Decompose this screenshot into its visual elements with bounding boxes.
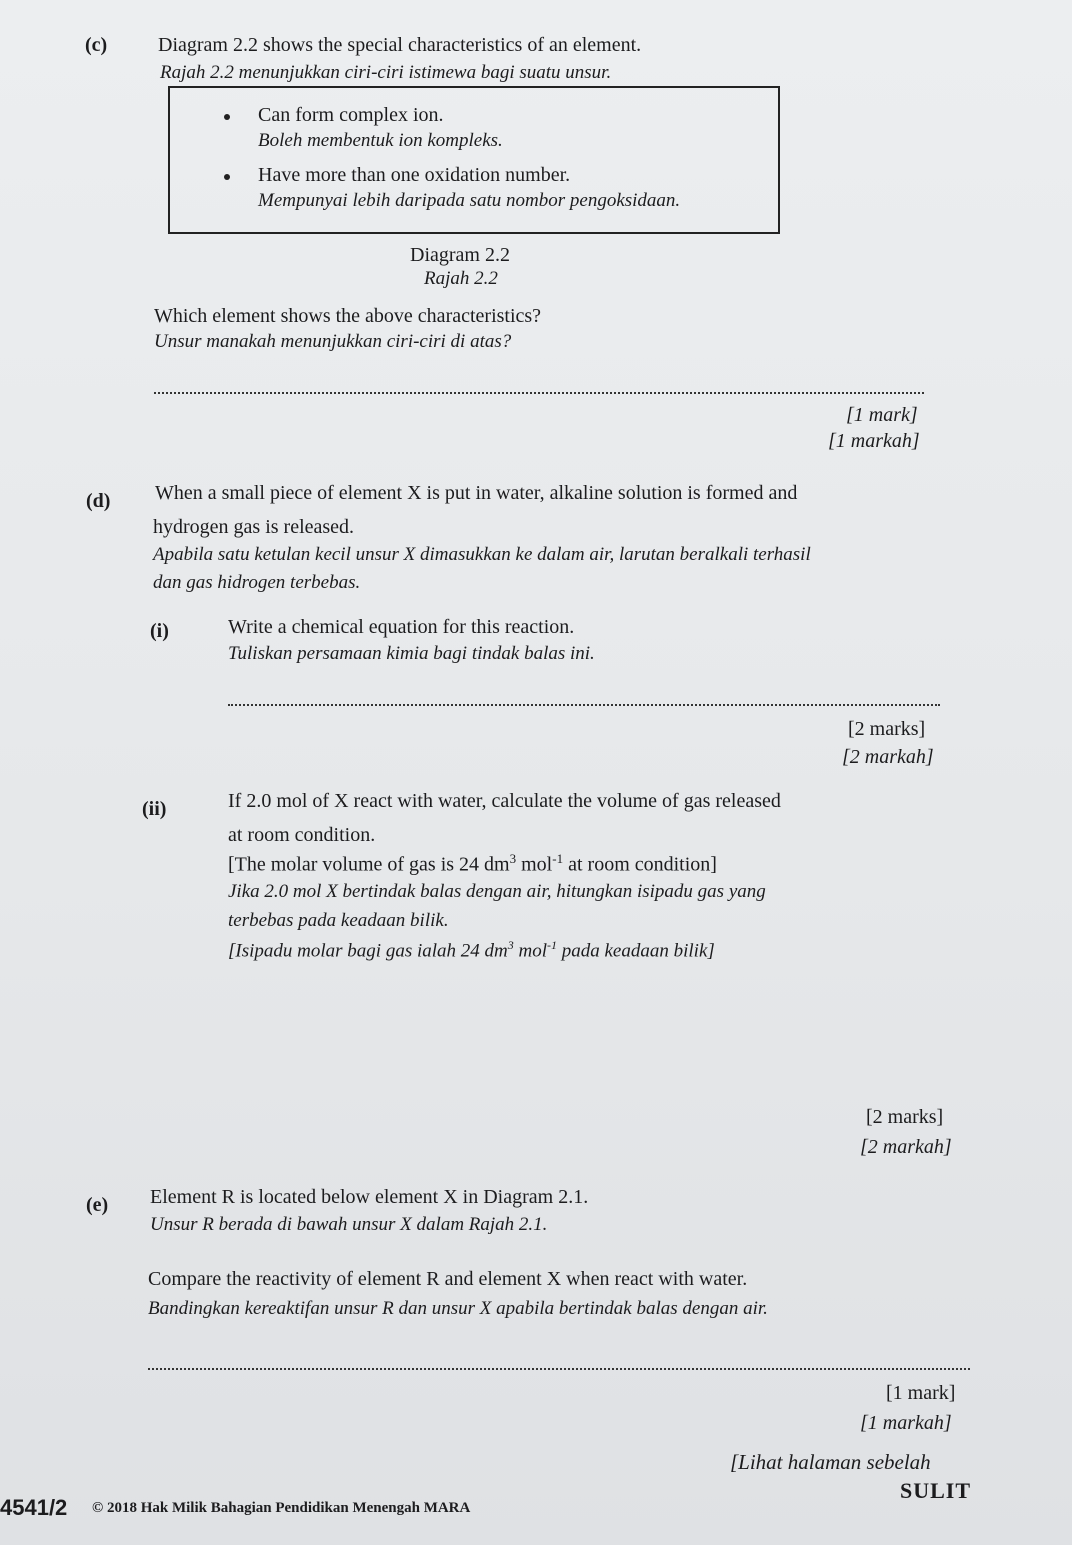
part-c-question-ms: Unsur manakah menunjukkan ciri-ciri di atas? (154, 331, 512, 352)
part-e-label: (e) (86, 1194, 109, 1216)
part-c-question-en: Which element shows the above characteristics? (154, 305, 542, 327)
molar-en-sup-neg1: -1 (552, 851, 564, 866)
molar-ms-post: pada keadaan bilik] (557, 940, 715, 962)
molar-ms-mid: mol (513, 940, 547, 962)
part-d-ii-question-ms-1: Jika 2.0 mol X bertindak balas dengan air, hitungkan isipadu gas yang (228, 881, 766, 902)
part-d-ii-mark-ms: [2 markah] (860, 1136, 952, 1158)
part-e-question-ms: Bandingkan kereaktifan unsur R dan unsur X apabila bertindak balas dengan air. (148, 1298, 768, 1319)
part-d-intro-ms-2: dan gas hidrogen terbebas. (153, 572, 361, 593)
molar-ms-pre: [Isipadu molar bagi gas ialah 24 dm (228, 940, 508, 962)
characteristic-1-ms: Boleh membentuk ion kompleks. (258, 130, 503, 151)
part-d-ii-label: (ii) (142, 798, 167, 820)
part-c-intro-ms: Rajah 2.2 menunjukkan ciri-ciri istimewa bagi suatu unsur. (160, 62, 612, 83)
copyright-notice: © 2018 Hak Milik Bahagian Pendidikan Menengah MARA (92, 1500, 471, 1516)
diagram-caption-en: Diagram 2.2 (410, 244, 510, 266)
molar-en-pre: [The molar volume of gas is 24 dm (228, 853, 510, 876)
molar-ms-sup-neg1: -1 (547, 938, 557, 952)
part-d-i-question-ms: Tuliskan persamaan kimia bagi tindak balas ini. (228, 643, 595, 664)
paper-code: 4541/2 (0, 1495, 68, 1520)
molar-en-sup-3: 3 (509, 851, 517, 866)
part-d-ii-question-en-1: If 2.0 mol of X react with water, calculate the volume of gas released (228, 790, 781, 812)
part-d-i-question-en: Write a chemical equation for this reaction. (228, 616, 575, 638)
part-c-intro-en: Diagram 2.2 shows the special characteristics of an element. (158, 34, 642, 56)
characteristic-2-ms: Mempunyai lebih daripada satu nombor pengoksidaan. (258, 190, 681, 211)
part-c-mark-en: [1 mark] (846, 404, 918, 426)
part-d-intro-en-2: hydrogen gas is released. (153, 516, 355, 538)
next-page-note: [Lihat halaman sebelah (730, 1450, 931, 1474)
part-d-intro-ms-1: Apabila satu ketulan kecil unsur X dimasukkan ke dalam air, larutan beralkali terhasil (153, 544, 811, 565)
diagram-2-2-box (168, 86, 780, 234)
sulit-label: SULIT (900, 1478, 972, 1503)
diagram-caption-ms: Rajah 2.2 (424, 268, 498, 289)
part-d-ii-mark-en: [2 marks] (866, 1106, 944, 1128)
part-d-ii-molar-ms (228, 938, 715, 962)
part-d-label: (d) (86, 490, 111, 512)
part-e-intro-en: Element R is located below element X in Diagram 2.1. (150, 1186, 589, 1208)
part-d-i-label: (i) (150, 620, 169, 642)
molar-en-post: at room condition] (563, 853, 717, 876)
part-d-ii-question-ms-2: terbebas pada keadaan bilik. (228, 910, 449, 931)
part-e-mark-ms: [1 markah] (860, 1412, 952, 1434)
part-d-ii-molar-en (228, 851, 717, 877)
part-e-mark-en: [1 mark] (886, 1382, 956, 1404)
part-d-i-mark-en: [2 marks] (848, 718, 926, 740)
part-c-label: (c) (85, 34, 108, 56)
characteristic-1-en: Can form complex ion. (258, 104, 444, 126)
part-e-intro-ms: Unsur R berada di bawah unsur X dalam Rajah 2.1. (150, 1214, 548, 1235)
part-d-ii-question-en-2: at room condition. (228, 824, 376, 846)
answer-line-e[interactable] (148, 1368, 970, 1370)
part-c-mark-ms: [1 markah] (828, 430, 920, 452)
part-d-intro-en-1: When a small piece of element X is put in water, alkaline solution is formed and (155, 482, 798, 504)
part-d-i-mark-ms: [2 markah] (842, 746, 934, 768)
molar-ms-sup-3: 3 (507, 938, 514, 952)
answer-line-c[interactable] (154, 392, 924, 394)
part-e-question-en: Compare the reactivity of element R and element X when react with water. (148, 1268, 748, 1290)
answer-line-d-i[interactable] (228, 704, 940, 706)
bullet-icon (224, 174, 230, 180)
bullet-icon (224, 114, 230, 120)
molar-en-mid: mol (516, 853, 553, 876)
characteristic-2-en: Have more than one oxidation number. (258, 164, 571, 186)
